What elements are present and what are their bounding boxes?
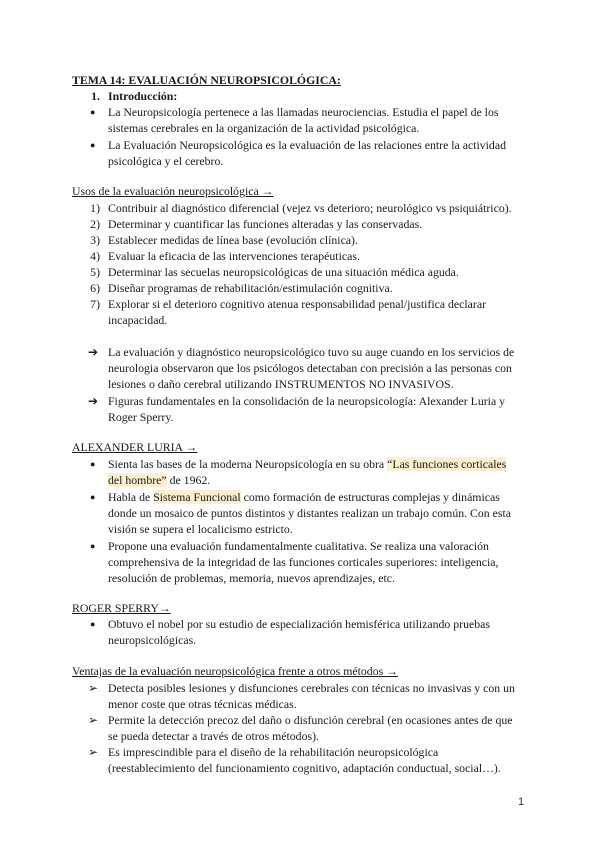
- luria-b2-text-2: como formación de estructuras complejas y dinámicas: [240, 490, 500, 504]
- luria-bullet-2-line-3: visión se supera el localicismo estricto.: [108, 522, 293, 536]
- usos-item-6: Diseñar programas de rehabilitación/estimulación cognitiva.: [108, 281, 393, 295]
- bullet-dot: ●: [90, 140, 96, 150]
- arrowhead-icon: ➢: [88, 713, 99, 727]
- list-number: 3): [90, 233, 100, 247]
- list-number: 6): [90, 281, 100, 295]
- arrow-icon: ➔: [88, 394, 99, 408]
- intro-bullet-1-line-1: La Neuropsicología pertenece a las llamadas neurociencias. Estudia el papel de los: [108, 105, 499, 119]
- bullet-dot: ●: [90, 541, 96, 551]
- list-number: 5): [90, 265, 100, 279]
- bullet-dot: ●: [90, 619, 96, 629]
- arrowhead-icon: ➢: [88, 745, 99, 759]
- usos-arrow-2-line-2: Roger Sperry.: [108, 410, 174, 424]
- book-title-highlight: del hombre”: [108, 473, 167, 487]
- usos-item-7-line-2: incapacidad.: [108, 313, 168, 327]
- ventajas-item-2-line-2: se pueda detectar a través de otros métodos).: [108, 729, 319, 743]
- list-number: 1): [90, 201, 100, 215]
- luria-bullet-2-line-2: donde un mosaico de puntos distintos y distantes realizan un trabajo común. Con esta: [108, 506, 511, 520]
- sperry-bullet-line-1: Obtuvo el nobel por su estudio de especialización hemisférica utilizando pruebas: [108, 617, 490, 631]
- ventajas-heading: Ventajas de la evaluación neuropsicológica frente a otros métodos →: [72, 664, 398, 678]
- ventajas-item-1-line-1: Detecta posibles lesiones y disfunciones cerebrales con técnicas no invasivas y con un: [108, 681, 515, 695]
- ventajas-item-3-line-1: Es imprescindible para el diseño de la rehabilitación neuropsicológica: [108, 745, 439, 759]
- usos-arrow-1-line-3: lesiones o daño cerebral utilizando INSTRUMENTOS NO INVASIVOS.: [108, 377, 454, 391]
- luria-bullet-1-line-2: [108, 472, 210, 488]
- luria-b1-text: Sienta las bases de la moderna Neuropsicología en su obra: [108, 457, 388, 471]
- usos-item-2: Determinar y cuantificar las funciones alteradas y las conservadas.: [108, 217, 423, 231]
- usos-arrow-2-line-1: Figuras fundamentales en la consolidación de la neuropsicología: Alexander Luria y: [108, 394, 506, 408]
- usos-item-5: Determinar las secuelas neuropsicológicas de una situación médica aguda.: [108, 265, 459, 279]
- intro-bullet-1-line-2: sistemas cerebrales en la organización de la actividad psicológica.: [108, 121, 420, 135]
- ventajas-item-1-line-2: menor coste que otras técnicas médicas.: [108, 697, 297, 711]
- luria-bullet-2-line-1: [108, 489, 500, 505]
- list-number: 4): [90, 249, 100, 263]
- list-number: 2): [90, 217, 100, 231]
- list-number: 7): [90, 297, 100, 311]
- page-title: TEMA 14: EVALUACIÓN NEUROPSICOLÓGICA:: [72, 73, 341, 87]
- ventajas-item-3-line-2: (reestablecimiento del funcionamiento cognitivo, adaptación conductual, social…).: [108, 761, 501, 775]
- sperry-heading: ROGER SPERRY→: [72, 601, 171, 615]
- luria-bullet-1-line-1: [108, 456, 506, 472]
- page-number: 1: [518, 796, 525, 808]
- ventajas-item-2-line-1: Permite la detección precoz del daño o disfunción cerebral (en ocasiones antes de que: [108, 713, 513, 727]
- usos-item-1: Contribuir al diagnóstico diferencial (vejez vs deterioro; neurológico vs psiquiátrico).: [108, 201, 512, 215]
- usos-arrow-1-line-1: La evaluación y diagnóstico neuropsicológico tuvo su auge cuando en los servicios de: [108, 345, 515, 359]
- intro-heading: Introducción:: [108, 89, 178, 103]
- bullet-dot: ●: [90, 459, 96, 469]
- usos-arrow-1-line-2: neurologia observaron que los psicólogos detectaban con precisión a las personas con: [108, 361, 512, 375]
- luria-b1-year: de 1962.: [166, 473, 211, 487]
- usos-item-7-line-1: Explorar si el deterioro cognitivo atenua responsabilidad penal/justifica declarar: [108, 297, 487, 311]
- luria-bullet-3-line-3: resolución de problemas, memoria, nuevos aprendizajes, etc.: [108, 571, 395, 585]
- luria-bullet-3-line-1: Propone una evaluación fundamentalmente cualitativa. Se realiza una valoración: [108, 539, 489, 553]
- usos-item-4: Evaluar la eficacia de las intervenciones terapéuticas.: [108, 249, 360, 263]
- bullet-dot: ●: [90, 107, 96, 117]
- intro-bullet-2-line-1: La Evaluación Neuropsicológica es la evaluación de las relaciones entre la actividad: [108, 138, 506, 152]
- luria-b2-text: Habla de: [108, 490, 154, 504]
- usos-heading: Usos de la evaluación neuropsicológica →: [72, 184, 274, 198]
- book-title-highlight: “Las funciones corticales: [387, 457, 507, 471]
- luria-heading: ALEXANDER LURIA →: [72, 440, 198, 454]
- bullet-dot: ●: [90, 492, 96, 502]
- luria-bullet-3-line-2: comprehensiva de la integridad de las funciones corticales superiores: inteligencia,: [108, 555, 499, 569]
- intro-bullet-2-line-2: psicológica y el cerebro.: [108, 154, 224, 168]
- arrow-icon: ➔: [88, 345, 99, 359]
- sistema-funcional-highlight: Sistema Funcional: [153, 490, 241, 504]
- section-number: 1.: [91, 89, 100, 103]
- sperry-bullet-line-2: neuropsicológicas.: [108, 633, 197, 647]
- arrowhead-icon: ➢: [88, 681, 99, 695]
- usos-item-3: Establecer medidas de línea base (evolución clínica).: [108, 233, 358, 247]
